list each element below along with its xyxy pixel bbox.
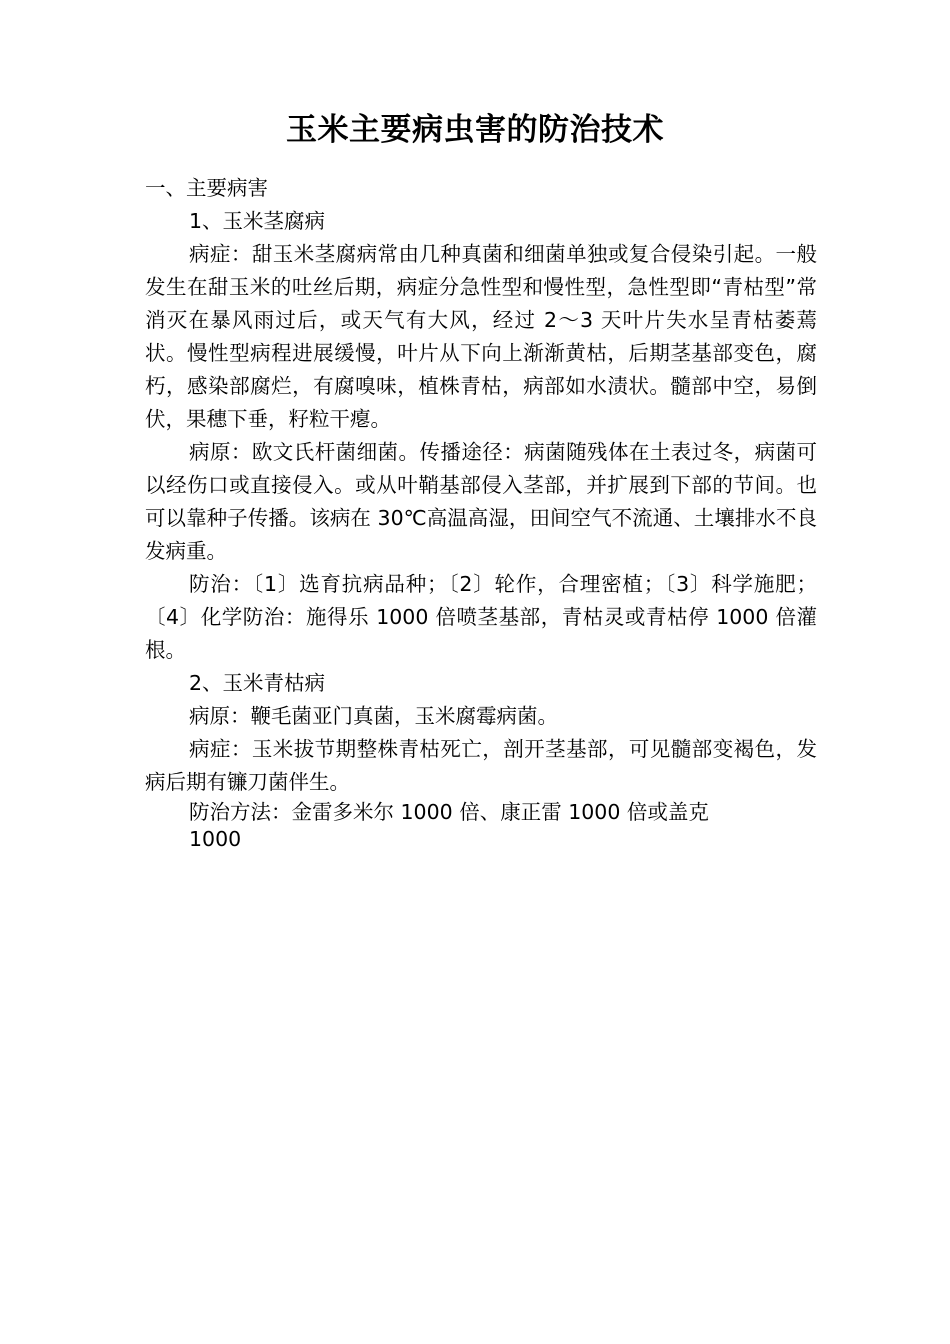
document-title: 玉米主要病虫害的防治技术 <box>286 112 664 148</box>
document-body <box>145 172 817 853</box>
paragraph-stalk-rot-pathogen: 病原：欧文氏杆菌细菌。传播途径：病菌随残体在土表过冬，病菌可以经伤口或直接侵入。或从叶鞘基部侵入茎部，并扩展到下部的节间。也可以靠种子传播。该病在 30℃高温高湿，田间空气不流通、土壤排水不良发病重。 <box>145 440 817 563</box>
paragraph-green-blight-symptoms: 病症：玉米拔节期整株青枯死亡，剖开茎基部，可见髓部变褐色，发病后期有镰刀菌伴生。 <box>145 737 817 794</box>
paragraph-green-blight-pathogen: 病原：鞭毛菌亚门真菌，玉米腐霉病菌。 <box>189 704 558 728</box>
paragraph-green-blight-control-line2: 1000 <box>189 827 242 851</box>
subsection-heading-stalk-rot: 1、玉米茎腐病 <box>189 209 326 233</box>
section-heading-main-diseases: 一、主要病害 <box>145 176 268 200</box>
paragraph-stalk-rot-symptoms: 病症：甜玉米茎腐病常由几种真菌和细菌单独或复合侵染引起。一般发生在甜玉米的吐丝后期，病症分急性型和慢性型，急性型即“青枯型”常消灭在暴风雨过后，或天气有大风，经过 2～3 天叶片失水呈青枯萎蔫状。慢性型病程进展缓慢，叶片从下向上渐渐黄枯，后期茎基部变色，腐朽，感染部腐烂，有腐嗅味，植株青枯，病部如水渍状。髓部中空，易倒伏，果穗下垂，籽粒干瘪。 <box>145 242 817 431</box>
paragraph-stalk-rot-control: 防治：〔1〕选育抗病品种；〔2〕轮作，合理密植；〔3〕科学施肥；〔4〕化学防治：施得乐 1000 倍喷茎基部，青枯灵或青枯停 1000 倍灌根。 <box>145 572 817 662</box>
subsection-heading-green-blight: 2、玉米青枯病 <box>189 671 326 695</box>
paragraph-green-blight-control-line1: 防治方法：金雷多米尔 1000 倍、康正雷 1000 倍或盖克 <box>189 800 709 824</box>
